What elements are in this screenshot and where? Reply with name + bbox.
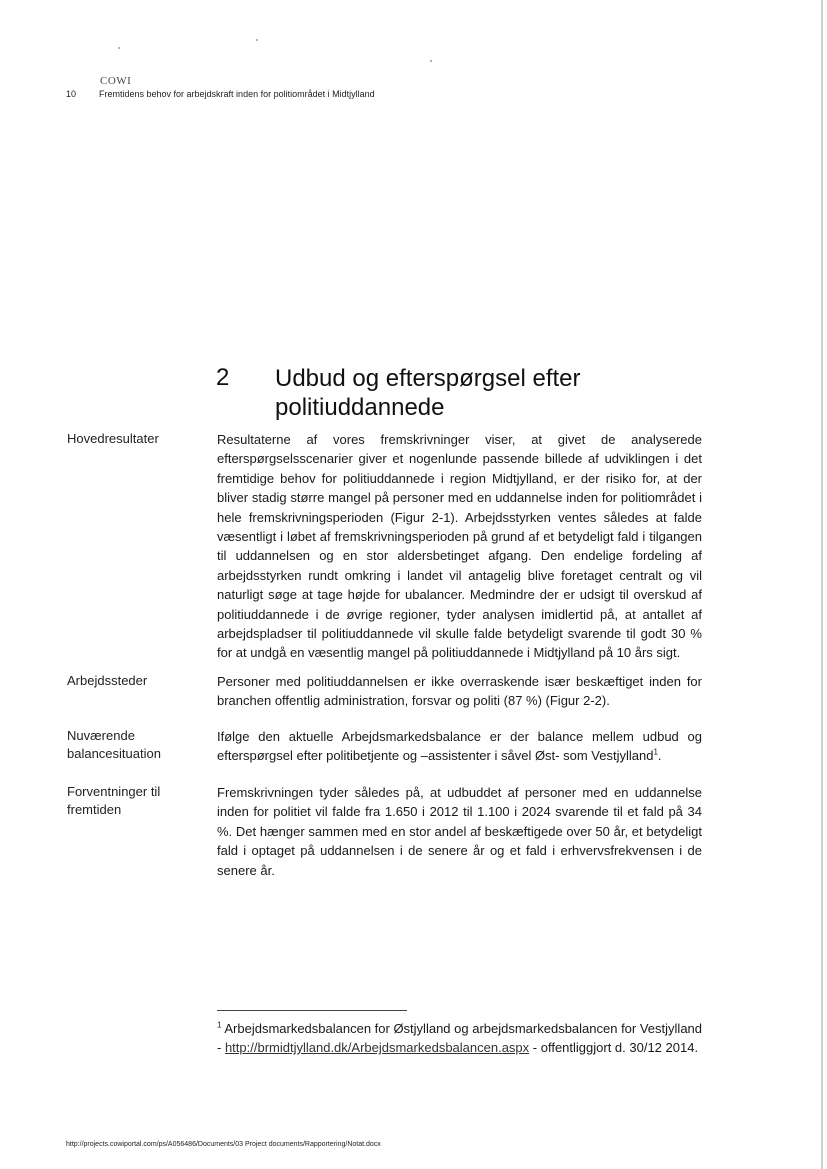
margin-label-arbejdssteder: Arbejdssteder	[67, 673, 148, 688]
page-number: 10	[66, 89, 77, 99]
paragraph-balancesituation-text: Ifølge den aktuelle Arbejdsmarkedsbalance er der balance mellem udbud og efterspørgsel efter politibetjente og –assistenter i såvel Øst- som Vestjylland	[217, 729, 702, 764]
running-header: Fremtidens behov for arbejdskraft inden for politiområdet i Midtjylland	[99, 89, 375, 99]
margin-label-hovedresultater: Hovedresultater	[67, 431, 159, 446]
footnote-text-end: - offentliggjort d. 30/12 2014.	[529, 1040, 699, 1055]
paragraph-balancesituation	[217, 727, 702, 766]
chapter-number: 2	[216, 364, 230, 391]
paragraph-hovedresultater: Resultaterne af vores fremskrivninger viser, at givet de analyserede efterspørgselsscenarier giver et nogenlunde passende billede af udviklingen i det fremtidige behov for politiuddannede i region Midtjylland, er der risiko for, at der bliver stadig større mangel på personer med en uddannelse inden for politiområdet i hele fremskrivningsperioden (Figur 2-1). Arbejdsstyrken ventes således at falde væsentligt i løbet af fremskrivningsperioden på grund af et betydeligt fald i tilgangen til uddannelsen og en stor aldersbetinget afgang. Den endelige fordeling af arbejdsstyrken rundt omkring i landet vil antagelig blive foretaget centralt og vil naturligt søge at tage højde for ubalancer. Medmindre der er udsigt til overskud af politiuddannede i de øvrige regioner, tyder analysen imidlertid på, at antallet af arbejdspladser til politiuddannede vil skulle falde betydeligt svarende til godt 30 % for at undgå en væsentlig mangel på politiuddannede i Midtjylland på 10 års sigt.	[217, 432, 702, 661]
paragraph-arbejdssteder: Personer med politiuddannelsen er ikke overraskende især beskæftiget inden for branchen offentlig administration, forsvar og politi (87 %) (Figur 2-2).	[217, 674, 702, 709]
footnote-text: Arbejdsmarkedsbalancen for Østjylland og arbejdsmarkedsbalancen for Vestjylland -	[217, 1021, 703, 1055]
scan-speck	[430, 60, 432, 62]
footnote-divider	[217, 1010, 407, 1011]
margin-label-forventninger: Forventninger til fremtiden	[67, 784, 161, 817]
scan-speck	[118, 47, 120, 49]
company-logo: COWI	[100, 75, 132, 87]
scan-edge-line	[821, 0, 823, 1169]
footnote	[217, 1019, 702, 1057]
footer-document-path: http://projects.cowiportal.com/ps/A056486/Documents/03 Project documents/Rapportering/Notat.docx	[66, 1141, 381, 1148]
footnote-number: 1	[217, 1020, 222, 1030]
chapter-title: Udbud og efterspørgsel efter politiuddannede	[275, 365, 581, 421]
footnote-link[interactable]: http://brmidtjylland.dk/Arbejdsmarkedsbalancen.aspx	[224, 1040, 530, 1055]
paragraph-forventninger: Fremskrivningen tyder således på, at udbuddet af personer med en uddannelse inden for politiet vil falde fra 1.650 i 2012 til 1.100 i 2024 svarende til et fald på 34 %. Det hænger sammen med en stor andel af beskæftigede over 50 år, et betydeligt fald i optaget på uddannelsen i de senere år og et fald i erhvervsfrekvensen i de senere år.	[217, 785, 702, 878]
paragraph-balancesituation-end: .	[657, 748, 662, 764]
footnote-reference[interactable]: 1	[653, 748, 658, 758]
scan-speck	[256, 39, 258, 41]
margin-label-balancesituation: Nuværende balancesituation	[67, 728, 161, 761]
